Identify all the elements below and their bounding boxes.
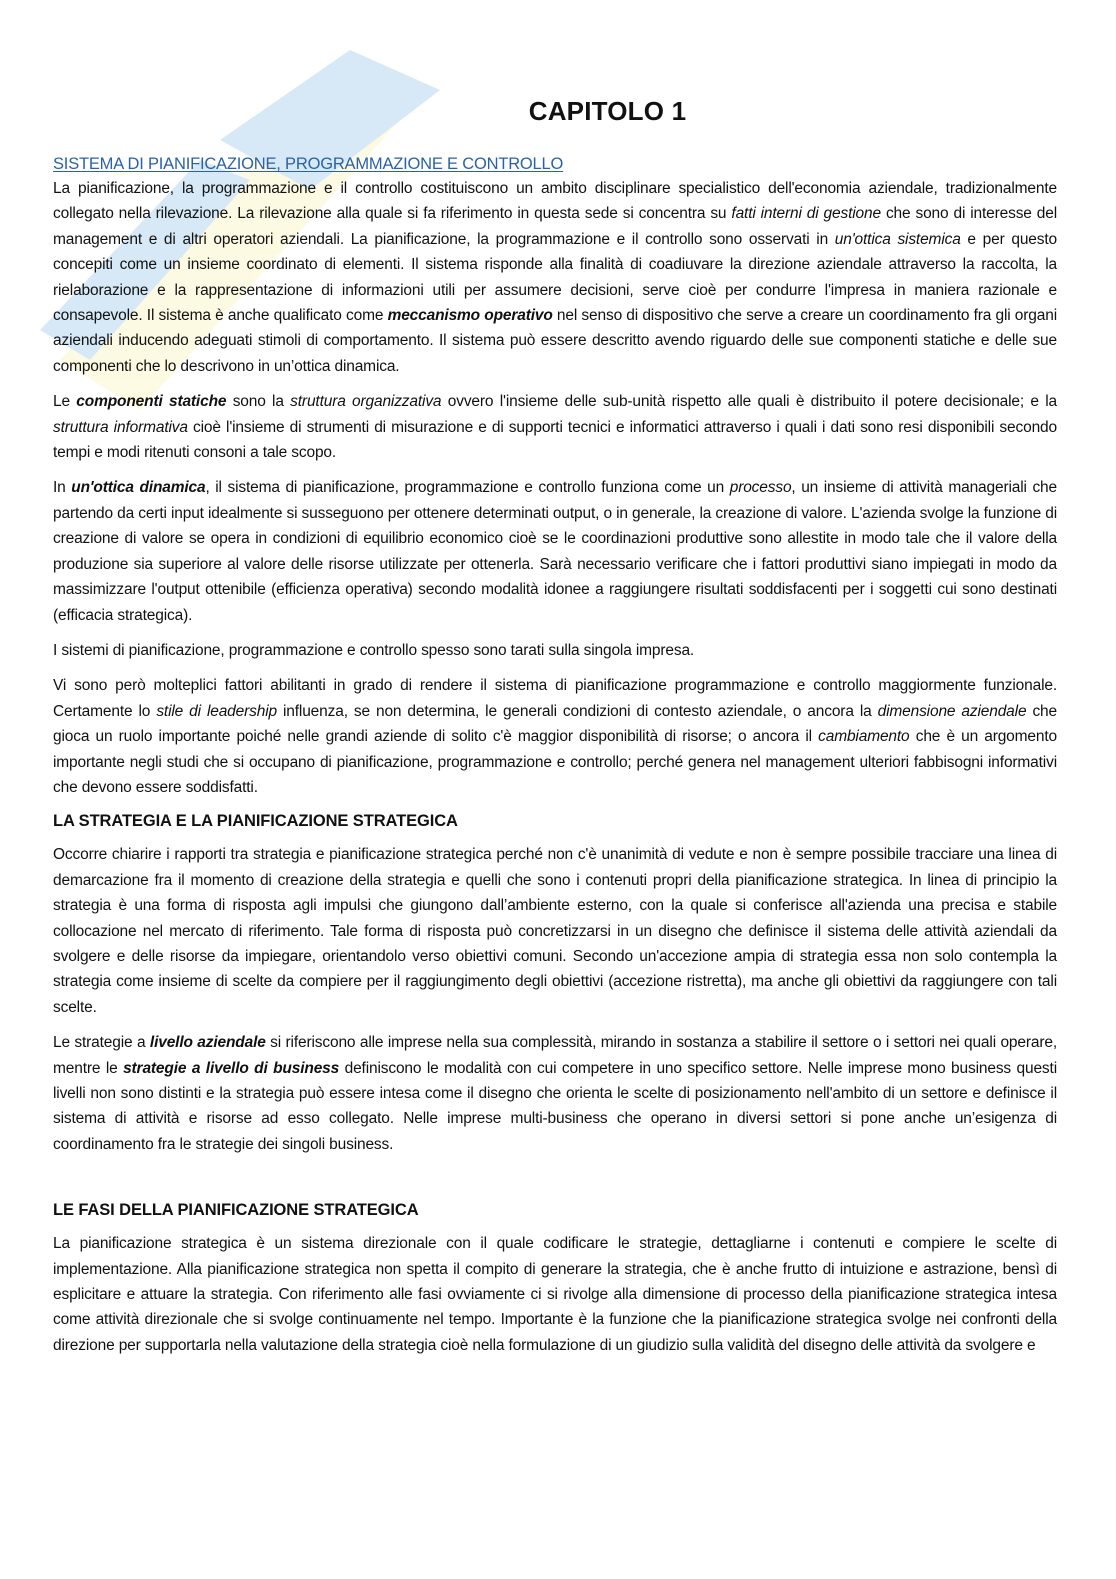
paragraph: I sistemi di pianificazione, programmazione e controllo spesso sono tarati sulla singola impresa.	[53, 641, 695, 659]
document-page	[53, 96, 1057, 1368]
paragraph: Le strategie a livello aziendale si riferiscono alle imprese nella sua complessità, mirando in sostanza a stabilire il settore o i settori nei quali operare, mentre le strategie a livello di business definiscono le modalità con cui competere in uno specifico settore. Nelle imprese mono business questi livelli non sono distinti e la strategia può essere intesa come il disegno che orienta le scelte di posizionamento nell'ambito di un settore e definisce il sistema di attività e risorse ad esso collegato. Nelle imprese multi-business che operano in diversi settori si pone anche un’esigenza di coordinamento fra le strategie dei singoli business.	[53, 1034, 1057, 1153]
chapter-title: CAPITOLO 1	[528, 96, 687, 126]
paragraph: Le componenti statiche sono la struttura organizzativa ovvero l'insieme delle sub-unità rispetto alle quali è distribuito il potere decisionale; e la struttura informativa cioè l'insieme di strumenti di misurazione e di supporti tecnici e informatici attraverso i quali i dati sono resi disponibili secondo tempi e modi ritenuti consoni a tale scopo.	[53, 393, 1057, 462]
paragraph: Vi sono però molteplici fattori abilitanti in grado di rendere il sistema di pianificazione programmazione e controllo maggiormente funzionale. Certamente lo stile di leadership influenza, se non determina, le generali condizioni di contesto aziendale, o ancora la dimensione aziendale che gioca un ruolo importante poiché nelle grandi aziende di solito c'è maggior disponibilità di risorse; o ancora il cambiamento che è un argomento importante negli studi che si occupano di pianificazione, programmazione e controllo; perché genera nel management ulteriori fabbisogni informativi che devono essere soddisfatti.	[53, 677, 1057, 796]
paragraph: La pianificazione strategica è un sistema direzionale con il quale codificare le strategie, dettagliarne i contenuti e compiere le scelte di implementazione. Alla pianificazione strategica non spetta il compito di generare la strategia, che è anche frutto di intuizione e astrazione, bensì di esplicitare e attuare la strategia. Con riferimento alle fasi ovviamente ci si rivolge alla dimensione di processo della pianificazione strategica intesa come attività direzionale che si svolge continuamente nel tempo. Importante è la funzione che la pianificazione strategica svolge nei confronti della direzione per supportarla nella valutazione della strategia cioè nella formulazione di un giudizio sulla validità del disegno delle attività da svolgere e	[53, 1235, 1057, 1354]
section-title-fasi: LE FASI DELLA PIANIFICAZIONE STRATEGICA	[53, 1201, 419, 1220]
section-title-strategia: LA STRATEGIA E LA PIANIFICAZIONE STRATEGICA	[53, 812, 458, 831]
paragraph: Occorre chiarire i rapporti tra strategia e pianificazione strategica perché non c'è unanimità di vedute e non è sempre possibile tracciare una linea di demarcazione fra il momento di creazione della strategia e quelli che sono i contenuti propri della pianificazione strategica. In linea di principio la strategia è una forma di risposta agli impulsi che giungono dall’ambiente esterno, con la quale si conferisce all'azienda una precisa e stabile collocazione nel mercato di riferimento. Tale forma di risposta può concretizzarsi in un disegno che definisce il sistema delle attività aziendali da svolgere e delle risorse da impiegare, orientandolo verso obiettivi comuni. Secondo un'accezione ampia di strategia essa non solo contempla la strategia come insieme di scelte da compiere per il raggiungimento degli obiettivi (accezione ristretta), ma anche gli obiettivi da raggiungere con tali scelte.	[53, 846, 1057, 1016]
paragraph: La pianificazione, la programmazione e il controllo costituiscono un ambito disciplinare specialistico dell'economia aziendale, tradizionalmente collegato nella rilevazione. La rilevazione alla quale si fa riferimento in questa sede si concentra su fatti interni di gestione che sono di interesse del management e di altri operatori aziendali. La pianificazione, la programmazione e il controllo sono osservati in un'ottica sistemica e per questo concepiti come un insieme coordinato di elementi. Il sistema risponde alla finalità di coadiuvare la direzione aziendale attraverso la raccolta, la rielaborazione e la rappresentazione di informazioni utili per assumere decisioni, serve cioè per condurre l'impresa in maniera razionale e consapevole. Il sistema è anche qualificato come meccanismo operativo nel senso di dispositivo che serve a creare un coordinamento fra gli organi aziendali inducendo adeguati stimoli di comportamento. Il sistema può essere descritto avendo riguardo delle sue componenti statiche e delle sue componenti che lo descrivono in un’ottica dinamica.	[53, 180, 1057, 375]
section-title-sistema: SISTEMA DI PIANIFICAZIONE, PROGRAMMAZIONE E CONTROLLO	[53, 155, 564, 173]
paragraph: In un'ottica dinamica, il sistema di pianificazione, programmazione e controllo funziona come un processo, un insieme di attività manageriali che partendo da certi input idealmente si susseguono per ottenere determinati output, o in generale, la creazione di valore. L'azienda svolge la funzione di creazione di valore se opera in condizioni di equilibrio economico cioè se le coordinazioni produttive sono allestite in modo tale che il valore della produzione sia superiore al valore delle risorse utilizzate per ottenerla. Sarà necessario verificare che i fattori produttivi siano impiegati in modo da massimizzare l'output ottenibile (efficienza operativa) secondo modalità idonee a raggiungere risultati soddisfacenti per i soggetti cui sono destinati (efficacia strategica).	[53, 479, 1057, 624]
